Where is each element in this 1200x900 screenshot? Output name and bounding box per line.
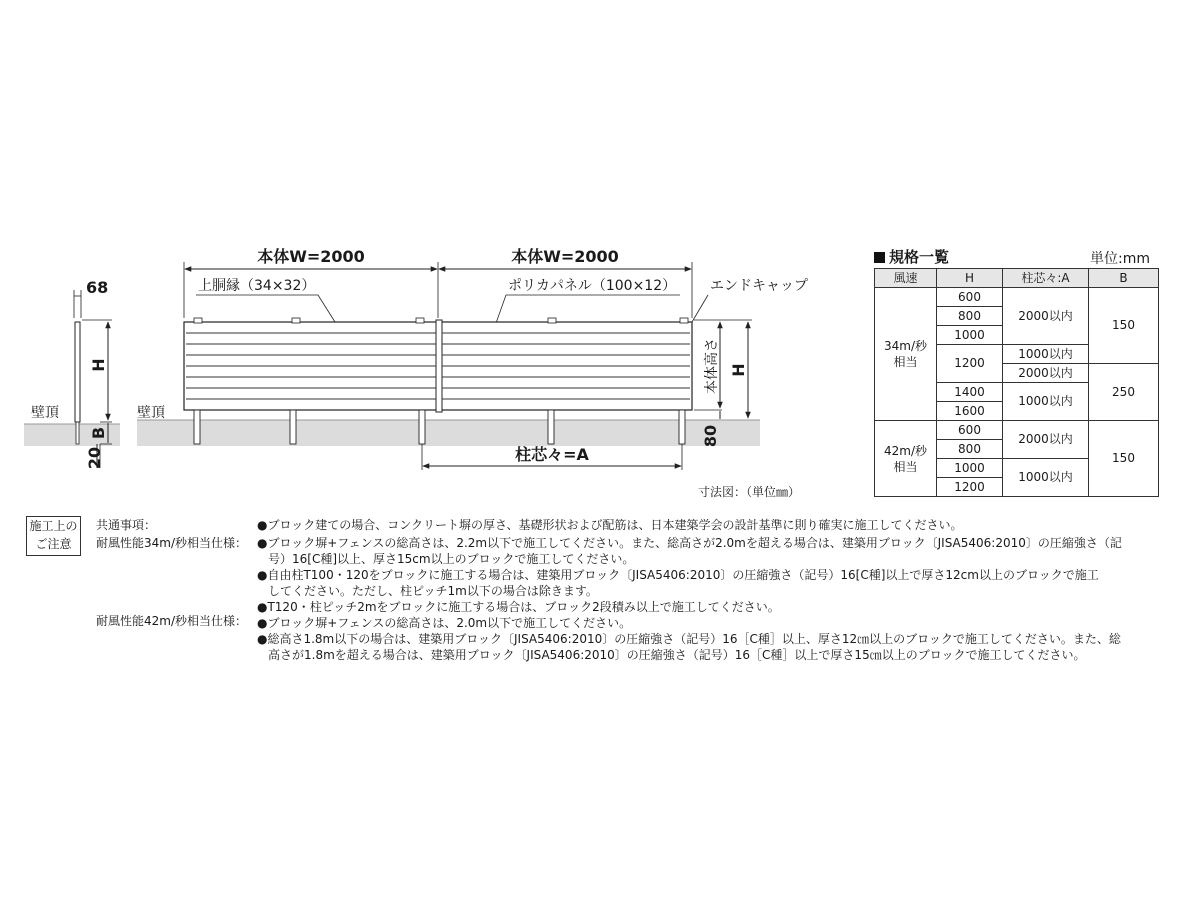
side-b-label: B [89,426,108,440]
note-line: ●ブロック塀+フェンスの総高さは、2.0m以下で施工してください。 [257,616,632,630]
note-line: ●T120・柱ピッチ2mをブロックに施工する場合は、ブロック2段積み以上で施工してください。 [257,600,780,614]
side-wall-top-label: 壁頂 [31,405,59,421]
note-line: 高さが1.8mを超える場合は、建築用ブロック〔JISA5406:2010〕の圧縮強さ（記号）16［C種］以上で厚さ15㎝以上のブロックで施工してください。 [268,648,1086,662]
spec-table [874,268,1159,497]
h-cell: 800 [937,307,1003,326]
width-left-label: 本体W=2000 [257,247,365,266]
pitch-cell: 1000以内 [1003,345,1089,364]
h-cell: 1000 [937,459,1003,478]
table-row [875,421,1159,440]
gap-label: 80 [701,424,720,448]
wind34-label: 耐風性能34m/秒相当仕様： [96,536,248,550]
ground-block-front [137,420,760,446]
header-h: H [937,269,1003,288]
rail-cap [548,318,556,323]
side-embed-label: 20 [85,446,104,470]
side-post-anchor [76,422,79,444]
h-cell: 1400 [937,383,1003,402]
side-thickness-label: 68 [86,278,109,297]
spec-title [874,246,949,267]
note-line: 号）16[C種]以上、厚さ15cm以上のブロックで施工してください。 [268,552,635,566]
header-pitch: 柱芯々:A [1003,269,1089,288]
notes-box [26,516,81,556]
pitch-cell: 2000以内 [1003,421,1089,459]
h-cell: 1200 [937,345,1003,383]
b-cell: 150 [1089,288,1159,364]
end-cap-label: エンドキャップ [710,278,808,294]
notes-box-line1: 施工上の [29,519,78,533]
pitch-cell: 2000以内 [1003,364,1089,383]
post-pitch-label: 柱芯々=A [515,445,589,464]
note-line: してください。ただし、柱ピッチ1m以下の場合は除きます。 [268,584,598,598]
diagram-caption: 寸法図：（単位㎜） [698,485,801,499]
pitch-cell: 2000以内 [1003,288,1089,345]
note-line: ●ブロック塀+フェンスの総高さは、2.2m以下で施工してください。また、総高さが2.0mを超える場合は、建築用ブロック〔JISA5406:2010〕の圧縮強さ（記 [257,536,1122,550]
rail-cap [292,318,300,323]
notes-box-line2: ご注意 [35,537,72,551]
h-cell: 1600 [937,402,1003,421]
b-cell: 150 [1089,421,1159,497]
center-post [436,320,442,412]
table-header-row [875,269,1159,288]
rail-cap [416,318,424,323]
h-cell: 1000 [937,326,1003,345]
square-bullet-icon [874,252,885,263]
top-rail-label: 上胴縁（34×32） [198,278,316,294]
b-cell: 250 [1089,364,1159,421]
front-wall-top-label: 壁頂 [137,405,165,421]
header-wind: 風速 [875,269,937,288]
h-cell: 600 [937,421,1003,440]
h-cell: 1200 [937,478,1003,497]
wind-34-cell: 34m/秒 相当 [875,288,937,421]
note-line: ●総高さ1.8m以下の場合は、建築用ブロック〔JISA5406:2010〕の圧縮強さ（記号）16［C種］以上、厚さ12㎝以上のブロックで施工してください。また、総 [257,632,1121,646]
spec-unit: 単位:mm [1090,251,1150,267]
table-row [875,288,1159,307]
spec-title-text: 規格一覧 [889,248,950,266]
side-post [75,322,80,422]
panel-label: ポリカパネル（100×12） [508,278,677,294]
h-cell: 800 [937,440,1003,459]
note-line: ●ブロック建ての場合、コンクリート塀の厚さ、基礎形状および配筋は、日本建築学会の設計基準に則り確実に施工してください。 [257,518,963,532]
wind-42-cell: 42m/秒 相当 [875,421,937,497]
wind42-label: 耐風性能42m/秒相当仕様： [96,614,248,628]
rail-cap [680,318,688,323]
header-b: B [1089,269,1159,288]
pitch-cell: 1000以内 [1003,459,1089,497]
body-height-label: 本体高さ [704,338,720,394]
width-right-label: 本体W=2000 [511,247,619,266]
rail-cap [194,318,202,323]
side-height-label: H [89,358,108,372]
pitch-cell: 1000以内 [1003,383,1089,421]
total-height-label: H [729,363,748,377]
h-cell: 600 [937,288,1003,307]
note-line: ●自由柱T100・120をブロックに施工する場合は、建築用ブロック〔JISA5406:2010〕の圧縮強さ（記号）16[C種]以上で厚さ12cm以上のブロックで施工 [257,568,1099,582]
front-view [137,247,808,499]
common-label: 共通事項： [96,518,157,532]
